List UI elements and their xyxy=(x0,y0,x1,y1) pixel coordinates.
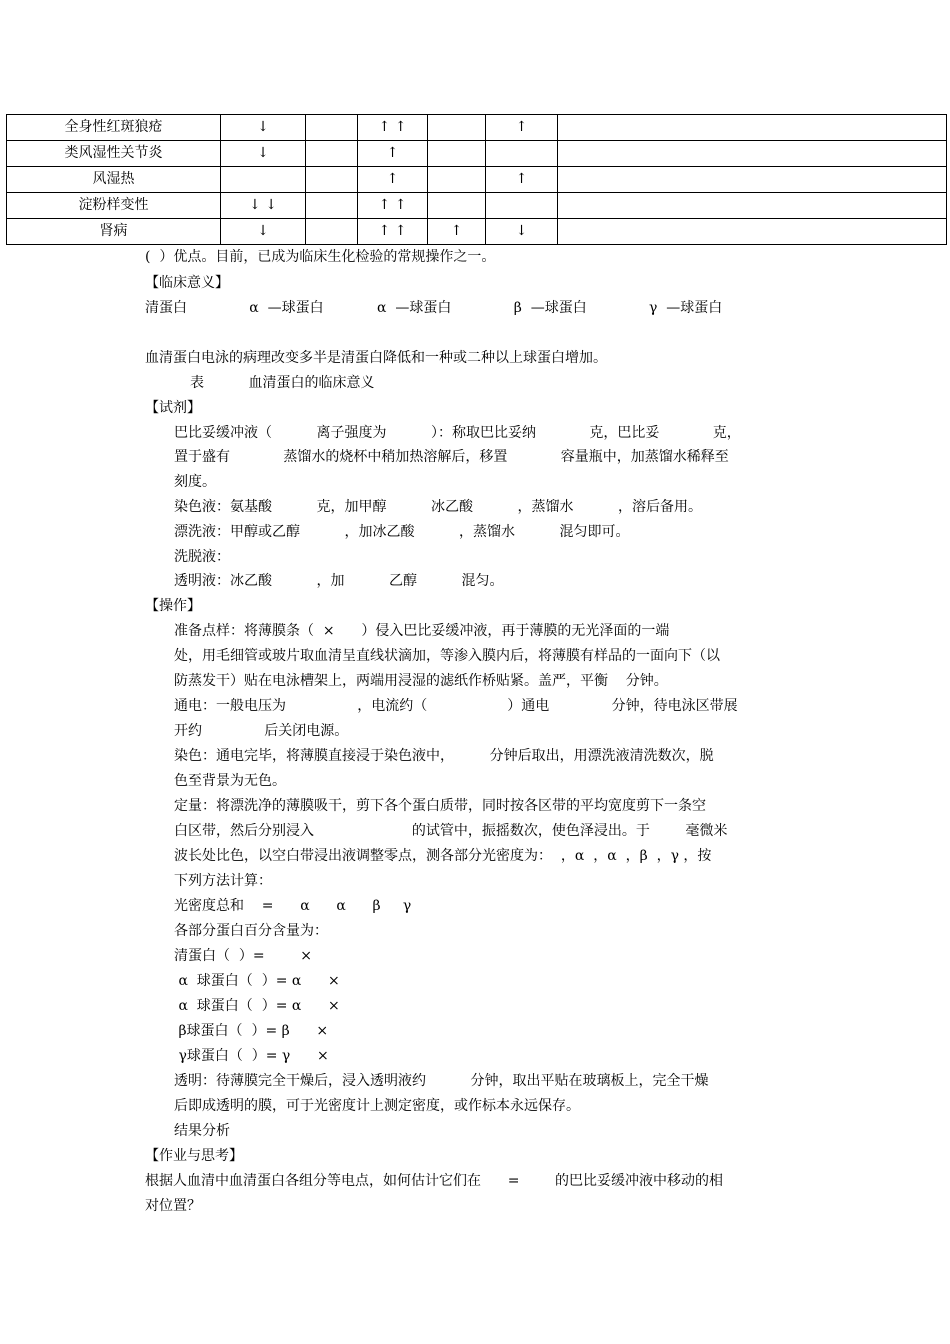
text-line: 血清蛋白电泳的病理改变多半是清蛋白降低和一种或二种以上球蛋白增加。 xyxy=(145,350,607,366)
text-line: 巴比妥缓冲液（ 离子强度为 ）：称取巴比妥纳 克，巴比妥 克， xyxy=(174,425,741,441)
text-line: 白区带，然后分别浸入 的试管中，振摇数次，使色泽浸出。于 毫微米 xyxy=(174,823,728,839)
text-line: 染色液：氨基酸 克，加甲醇 冰乙酸 ，蒸馏水 ，溶后备用。 xyxy=(174,499,703,515)
text-line: 防蒸发干）贴在电泳槽架上，两端用浸湿的滤纸作桥贴紧。盖严，平衡 分钟。 xyxy=(174,673,668,689)
text-line: ( ）优点。目前，已成为临床生化检验的常规操作之一。 xyxy=(145,249,496,265)
table-row xyxy=(7,193,947,219)
text-line: 后即成透明的膜，可于光密度计上测定密度，或作标本永远保存。 xyxy=(174,1098,580,1114)
text-line: 漂洗液：甲醇或乙醇 ，加冰乙酸 ，蒸馏水 混匀即可。 xyxy=(174,524,630,540)
text-line: 刻度。 xyxy=(174,474,216,490)
table-cell xyxy=(558,219,947,245)
table-row xyxy=(7,219,947,245)
text-line: 染色：通电完毕，将薄膜直接浸于染色液中， 分钟后取出，用漂洗液清洗数次，脱 xyxy=(174,748,714,764)
table-row xyxy=(7,115,947,141)
table-cell xyxy=(306,193,358,219)
table-cell: ↑ xyxy=(428,219,486,245)
text-line: 通电：一般电压为 ，电流约（ ）通电 分钟，待电泳区带展 xyxy=(174,698,738,714)
table-cell xyxy=(306,219,358,245)
section-heading-homework: 【作业与思考】 xyxy=(145,1148,243,1164)
table-cell: ↓ xyxy=(486,219,558,245)
table-cell xyxy=(221,167,306,193)
table-cell xyxy=(558,115,947,141)
text-line: 置于盛有 蒸馏水的烧杯中稍加热溶解后，移置 容量瓶中，加蒸馏水稀释至 xyxy=(174,449,729,465)
table-cell xyxy=(486,193,558,219)
table-cell: ↓ ↓ xyxy=(221,193,306,219)
text-line: 处，用毛细管或玻片取血清呈直线状滴加，等渗入膜内后，将薄膜有样品的一面向下（以 xyxy=(174,648,720,664)
text-line: 准备点样：将薄膜条（ × ）侵入巴比妥缓冲液，再于薄膜的无光泽面的一端 xyxy=(174,623,670,639)
disease-name-cell: 类风湿性关节炎 xyxy=(7,141,221,167)
table-cell xyxy=(306,115,358,141)
text-line: 洗脱液： xyxy=(174,549,230,565)
table-cell: ↑ xyxy=(358,167,428,193)
table-cell xyxy=(558,167,947,193)
table-cell xyxy=(306,167,358,193)
table-cell xyxy=(558,193,947,219)
table-cell: ↑ xyxy=(486,167,558,193)
disease-name-cell: 肾病 xyxy=(7,219,221,245)
text-line: 波长处比色，以空白带浸出液调整零点，测各部分光密度为： ，α ，α ，β ，γ ，按 xyxy=(174,848,712,864)
clinical-table xyxy=(6,114,947,245)
table-cell xyxy=(428,141,486,167)
text-line: 定量：将漂洗净的薄膜吸干，剪下各个蛋白质带，同时按各区带的平均宽度剪下一条空 xyxy=(174,798,706,814)
table-cell xyxy=(558,141,947,167)
text-line: 色至背景为无色。 xyxy=(174,773,286,789)
text-line: 透明：待薄膜完全干燥后，浸入透明液约 分钟，取出平贴在玻璃板上，完全干燥 xyxy=(174,1073,709,1089)
table-caption: 表 血清蛋白的临床意义 xyxy=(190,375,375,391)
section-heading-clinical: 【临床意义】 xyxy=(145,275,229,291)
text-line: 结果分析 xyxy=(174,1123,230,1139)
section-heading-reagents: 【试剂】 xyxy=(145,400,201,416)
section-heading-procedure: 【操作】 xyxy=(145,598,201,614)
formula-line: α 球蛋白（ ）= α × xyxy=(174,998,340,1014)
table-row xyxy=(7,141,947,167)
table-cell xyxy=(428,167,486,193)
formula-line: β球蛋白（ ）= β × xyxy=(174,1023,329,1039)
text-line: 开约 后关闭电源。 xyxy=(174,723,349,739)
disease-name-cell: 全身性红斑狼疮 xyxy=(7,115,221,141)
table-cell xyxy=(428,115,486,141)
formula-line: γ球蛋白（ ）= γ × xyxy=(174,1048,329,1064)
disease-name-cell: 风湿热 xyxy=(7,167,221,193)
table-cell: ↓ xyxy=(221,219,306,245)
text-line: 下列方法计算： xyxy=(174,873,272,889)
text-line: 对位置？ xyxy=(145,1198,201,1214)
text-line: 各部分蛋白百分含量为： xyxy=(174,923,328,939)
table-cell: ↑ xyxy=(358,141,428,167)
formula-line: 光密度总和 = α α β γ xyxy=(174,898,412,914)
table-cell: ↓ xyxy=(221,115,306,141)
table-cell: ↑ ↑ xyxy=(358,219,428,245)
text-line: 透明液：冰乙酸 ，加 乙醇 混匀。 xyxy=(174,573,504,589)
formula-line: α 球蛋白（ ）= α × xyxy=(174,973,340,989)
table-cell: ↑ ↑ xyxy=(358,115,428,141)
text-line: 根据人血清中血清蛋白各组分等电点，如何估计它们在 = 的巴比妥缓冲液中移动的相 xyxy=(145,1173,724,1189)
table-cell: ↑ xyxy=(486,115,558,141)
protein-fractions-row: 清蛋白 α —球蛋白 α —球蛋白 β —球蛋白 γ —球蛋白 xyxy=(145,300,723,316)
table-cell: ↑ ↑ xyxy=(358,193,428,219)
disease-name-cell: 淀粉样变性 xyxy=(7,193,221,219)
table-cell: ↓ xyxy=(221,141,306,167)
table-cell xyxy=(306,141,358,167)
table-cell xyxy=(486,141,558,167)
table-cell xyxy=(428,193,486,219)
formula-line: 清蛋白（ ）= × xyxy=(174,948,312,964)
table-row xyxy=(7,167,947,193)
